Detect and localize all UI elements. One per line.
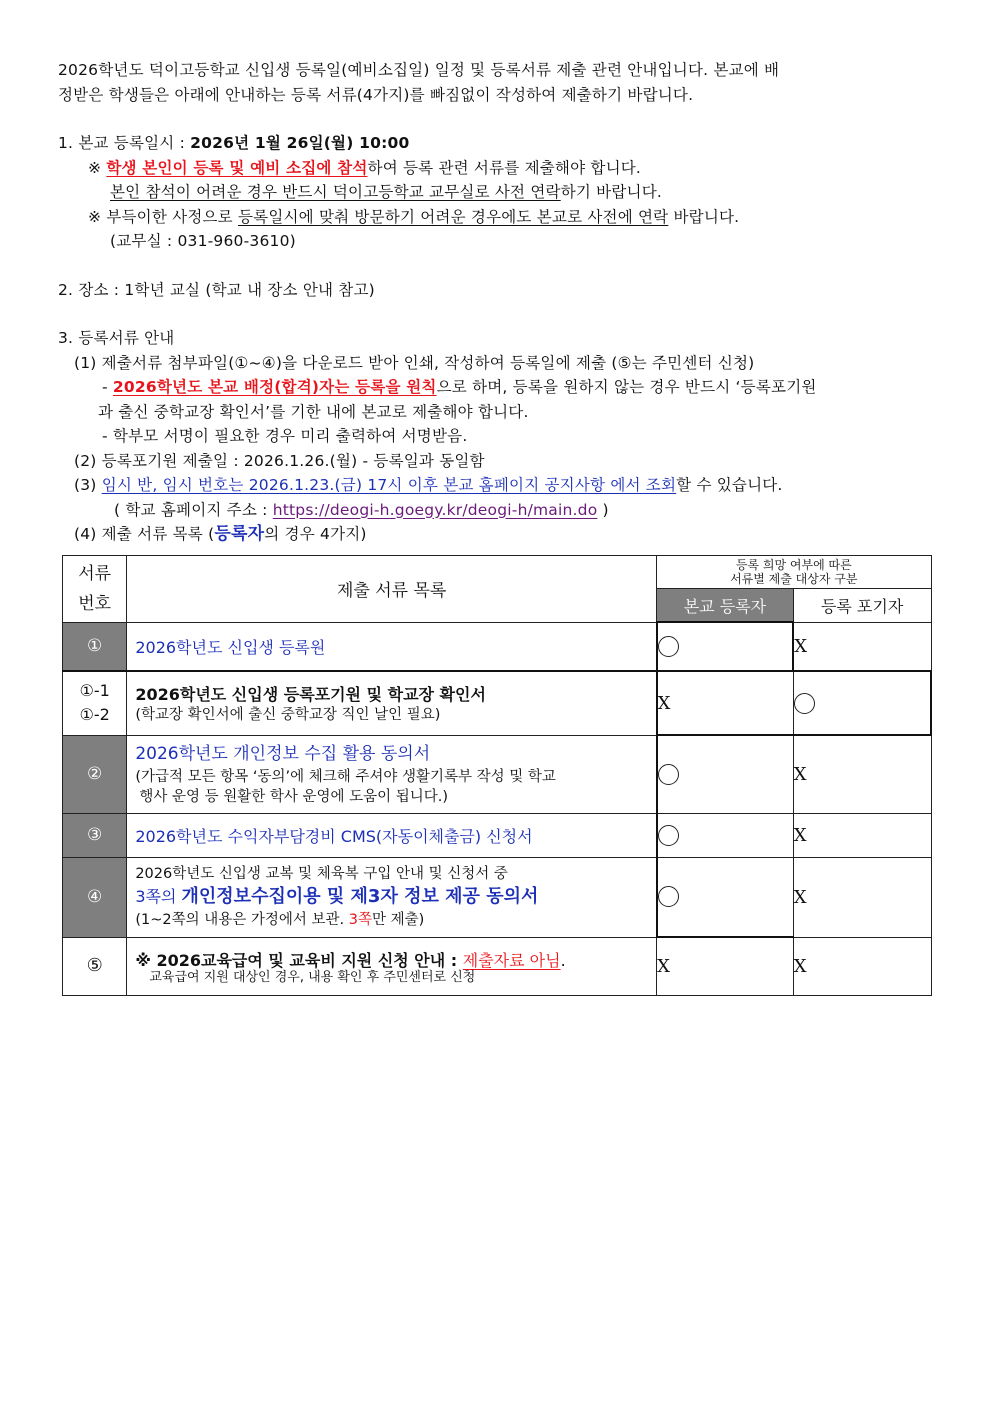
doc-number: ①-1 ①-2 <box>63 671 127 735</box>
section1-note1b: 본인 참석이 어려운 경우 반드시 덕이고등학교 교무실로 사전 연락하기 바랍니다. <box>110 183 662 201</box>
doc-title: 2026학년도 신입생 교복 및 체육복 구입 안내 및 신청서 중 3쪽의 개인정보수집이용 및 제3자 정보 제공 동의서 (1~2쪽의 내용은 가정에서 보관. 3쪽만 제출) <box>127 857 657 937</box>
withdrawer-mark <box>793 671 931 735</box>
registration-datetime: 2026년 1월 26일(월) 10:00 <box>190 134 410 152</box>
doc-number: ① <box>63 622 127 671</box>
circle-mark-icon <box>794 693 815 714</box>
homepage-line: ( 학교 홈페이지 주소 : https://deogi-h.goegy.kr/deogi-h/main.do ) <box>114 500 609 519</box>
section3-item4: (4) 제출 서류 목록 (등록자의 경우 4가지) <box>74 524 367 544</box>
section3-item2: (2) 등록포기원 제출일 : 2026.1.26.(월) - 등록일과 동일함 <box>74 451 485 470</box>
section1-note2: ※ 부득이한 사정으로 등록일시에 맞춰 방문하기 어려운 경우에도 본교로 사전에 연락 바랍니다. <box>88 207 740 226</box>
table-row <box>63 937 932 995</box>
header-doc-list: 제출 서류 목록 <box>127 556 657 623</box>
intro-line-2: 정받은 학생들은 아래에 안내하는 등록 서류(4가지)를 빠짐없이 작성하여 제출하기 바랍니다. <box>58 85 694 104</box>
section3-heading: 3. 등록서류 안내 <box>58 329 175 347</box>
table-header-row <box>63 556 932 589</box>
table-row <box>63 622 932 671</box>
registrant-mark <box>657 735 794 813</box>
attendance-required-text: 학생 본인이 등록 및 예비 소집에 참석 <box>106 158 368 177</box>
withdrawer-mark: X <box>793 937 931 995</box>
doc-number: ④ <box>63 857 127 937</box>
section3-item1: (1) 제출서류 첨부파일(①~④)을 다운로드 받아 인쇄, 작성하여 등록일에 제출 (⑤는 주민센터 신청) <box>74 353 755 372</box>
registrant-mark <box>657 622 794 671</box>
circle-mark-icon <box>658 764 679 785</box>
registrant-mark: X <box>657 937 794 995</box>
table-row <box>63 671 932 735</box>
intro-line-1: 2026학년도 덕이고등학교 신입생 등록일(예비소집일) 일정 및 등록서류 제출 관련 안내입니다. 본교에 배 <box>58 61 780 79</box>
documents-table <box>62 555 932 996</box>
withdrawer-mark: X <box>793 813 931 857</box>
section3-item3: (3) 임시 반, 임시 번호는 2026.1.23.(금) 17시 이후 본교 홈페이지 공지사항 에서 조회할 수 있습니다. <box>74 476 783 494</box>
office-contact: (교무실 : 031-960-3610) <box>110 232 296 250</box>
header-withdrawer: 등록 포기자 <box>793 589 931 623</box>
homepage-link[interactable]: https://deogi-h.goegy.kr/deogi-h/main.do <box>272 500 598 519</box>
table-row <box>63 735 932 813</box>
section2-location: 2. 장소 : 1학년 교실 (학교 내 장소 안내 참고) <box>58 280 375 299</box>
circle-mark-icon <box>658 825 679 846</box>
notice-body <box>58 58 938 547</box>
doc-number: ② <box>63 735 127 813</box>
doc-title: 2026학년도 신입생 등록포기원 및 학교장 확인서 (학교장 확인서에 출신 중학교장 직인 날인 필요) <box>127 671 657 735</box>
section3-item1-dash1: - 2026학년도 본교 배정(합격)자는 등록을 원칙으로 하며, 등록을 원하지 않는 경우 반드시 ‘등록포기원 <box>102 378 817 396</box>
section3-item1-dash1-cont: 과 출신 중학교장 확인서’를 기한 내에 본교로 제출해야 합니다. <box>98 402 529 421</box>
registrant-mark <box>657 857 794 937</box>
table-row <box>63 813 932 857</box>
withdrawer-mark: X <box>793 857 931 937</box>
header-doc-number: 서류 번호 <box>63 556 127 623</box>
doc-title: 2026학년도 신입생 등록원 <box>127 622 657 671</box>
section3-item1-dash2: - 학부모 서명이 필요한 경우 미리 출력하여 서명받음. <box>102 427 468 445</box>
doc-title: 2026학년도 수익자부담경비 CMS(자동이체출금) 신청서 <box>127 813 657 857</box>
doc-title: 2026학년도 개인정보 수집 활용 동의서 (가급적 모든 항목 ‘동의’에 체크해 주셔야 생활기록부 작성 및 학교 행사 운영 등 원활한 학사 운영에 도움이 됩니다.) <box>127 735 657 813</box>
withdrawer-mark: X <box>793 622 931 671</box>
header-target-group: 등록 희망 여부에 따른 서류별 제출 대상자 구분 <box>657 556 931 589</box>
withdrawer-mark: X <box>793 735 931 813</box>
section1-note1: ※ 학생 본인이 등록 및 예비 소집에 참석하여 등록 관련 서류를 제출해야 합니다. <box>88 158 642 177</box>
registrant-mark: X <box>657 671 794 735</box>
header-registrant: 본교 등록자 <box>657 589 794 623</box>
table-row <box>63 857 932 937</box>
registrant-mark <box>657 813 794 857</box>
circle-mark-icon <box>658 886 679 907</box>
doc-number: ⑤ <box>63 937 127 995</box>
section1-heading: 1. 본교 등록일시 : 2026년 1월 26일(월) 10:00 <box>58 134 410 152</box>
circle-mark-icon <box>658 636 679 657</box>
doc-number: ③ <box>63 813 127 857</box>
doc-title: ※ 2026교육급여 및 교육비 지원 신청 안내 : 제출자료 아님. 교육급여 지원 대상인 경우, 내용 확인 후 주민센터로 신청 <box>127 937 657 995</box>
